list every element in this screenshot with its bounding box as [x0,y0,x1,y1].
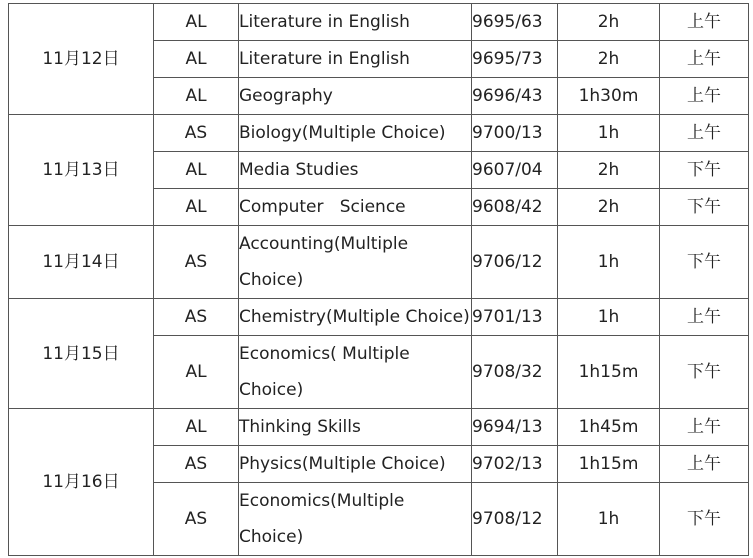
exam-duration-cell: 2h [558,189,660,226]
exam-subject-cell: Chemistry(Multiple Choice) [239,299,472,336]
exam-subject-cell: Literature in English [239,4,472,41]
exam-level-cell: AS [154,446,239,483]
table-row [9,4,749,41]
exam-level-cell: AL [154,409,239,446]
exam-code-cell: 9701/13 [472,299,558,336]
exam-code-cell: 9708/32 [472,336,558,409]
exam-code-cell: 9706/12 [472,226,558,299]
exam-subject-cell: Computer Science [239,189,472,226]
exam-subject-cell: Accounting(Multiple Choice) [239,226,472,299]
exam-subject-cell: Media Studies [239,152,472,189]
exam-date-cell: 11月12日 [9,4,154,115]
exam-code-cell: 9695/73 [472,41,558,78]
exam-time-cell: 上午 [660,4,749,41]
exam-schedule-table [8,3,749,556]
exam-subject-cell: Literature in English [239,41,472,78]
exam-duration-cell: 2h [558,4,660,41]
exam-level-cell: AS [154,115,239,152]
exam-date-cell: 11月15日 [9,299,154,409]
exam-subject-cell: Economics( Multiple Choice) [239,336,472,409]
exam-level-cell: AS [154,226,239,299]
exam-duration-cell: 1h15m [558,336,660,409]
exam-level-cell: AL [154,4,239,41]
exam-time-cell: 下午 [660,336,749,409]
exam-time-cell: 下午 [660,226,749,299]
table-row [9,226,749,299]
exam-time-cell: 上午 [660,446,749,483]
exam-date-cell: 11月13日 [9,115,154,226]
exam-code-cell: 9695/63 [472,4,558,41]
exam-date-cell: 11月14日 [9,226,154,299]
table-row [9,409,749,446]
exam-duration-cell: 1h [558,226,660,299]
exam-level-cell: AS [154,483,239,556]
exam-duration-cell: 2h [558,152,660,189]
exam-duration-cell: 1h30m [558,78,660,115]
exam-schedule-body [9,4,749,556]
exam-code-cell: 9694/13 [472,409,558,446]
exam-date-cell: 11月16日 [9,409,154,556]
exam-duration-cell: 1h [558,299,660,336]
exam-subject-cell: Economics(Multiple Choice) [239,483,472,556]
exam-time-cell: 下午 [660,483,749,556]
exam-level-cell: AL [154,152,239,189]
exam-code-cell: 9708/12 [472,483,558,556]
exam-time-cell: 下午 [660,189,749,226]
exam-level-cell: AS [154,299,239,336]
exam-code-cell: 9696/43 [472,78,558,115]
exam-subject-cell: Thinking Skills [239,409,472,446]
exam-duration-cell: 1h [558,483,660,556]
exam-code-cell: 9700/13 [472,115,558,152]
exam-time-cell: 上午 [660,78,749,115]
table-row [9,115,749,152]
exam-time-cell: 上午 [660,115,749,152]
exam-time-cell: 上午 [660,299,749,336]
exam-time-cell: 下午 [660,152,749,189]
exam-subject-cell: Geography [239,78,472,115]
exam-level-cell: AL [154,336,239,409]
exam-code-cell: 9607/04 [472,152,558,189]
exam-duration-cell: 1h15m [558,446,660,483]
exam-time-cell: 上午 [660,409,749,446]
exam-level-cell: AL [154,189,239,226]
exam-duration-cell: 1h [558,115,660,152]
exam-subject-cell: Biology(Multiple Choice) [239,115,472,152]
exam-duration-cell: 1h45m [558,409,660,446]
exam-level-cell: AL [154,41,239,78]
exam-duration-cell: 2h [558,41,660,78]
table-row [9,299,749,336]
exam-level-cell: AL [154,78,239,115]
exam-code-cell: 9608/42 [472,189,558,226]
exam-subject-cell: Physics(Multiple Choice) [239,446,472,483]
exam-code-cell: 9702/13 [472,446,558,483]
exam-time-cell: 上午 [660,41,749,78]
